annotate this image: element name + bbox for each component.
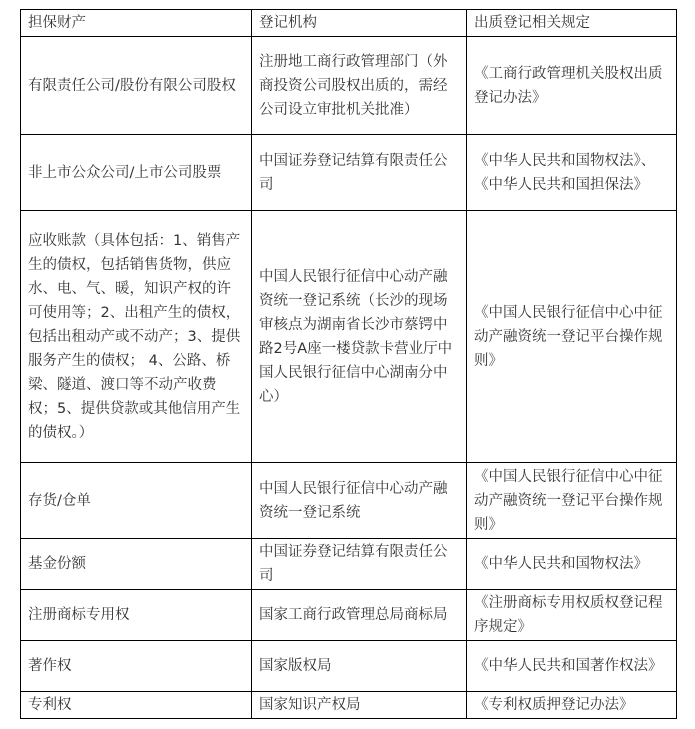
- table-row: [21, 135, 677, 211]
- table-row: [21, 641, 677, 692]
- regulation-cell: 《中华人民共和国物权法》: [467, 539, 677, 590]
- regulation-cell: 《中华人民共和国物权法》、《中华人民共和国担保法》: [467, 135, 677, 211]
- pledge-registration-table: [20, 9, 677, 719]
- asset-cell: 有限责任公司/股份有限公司股权: [21, 37, 252, 135]
- asset-cell: 应收账款（具体包括：1、销售产生的债权，包括销售货物，供应水、电、气、暖，知识产权的许可使用等；2、出租产生的债权，包括出租动产或不动产；3、提供服务产生的债权； 4、公路、桥梁、隧道、渡口等不动产收费权；5、提供贷款或其他信用产生的债权。）: [21, 211, 252, 463]
- regulation-cell: 《中华人民共和国著作权法》: [467, 641, 677, 692]
- agency-cell: 国家版权局: [252, 641, 467, 692]
- asset-cell: 非上市公众公司/上市公司股票: [21, 135, 252, 211]
- agency-cell: 中国人民银行征信中心动产融资统一登记系统（长沙的现场审核点为湖南省长沙市蔡锷中路2号A座一楼贷款卡营业厅中国人民银行征信中心湖南分中心）: [252, 211, 467, 463]
- table-row: [21, 692, 677, 719]
- header-agency: 登记机构: [252, 10, 467, 37]
- agency-cell: 国家工商行政管理总局商标局: [252, 590, 467, 641]
- regulation-cell: 《注册商标专用权质权登记程序规定》: [467, 590, 677, 641]
- regulation-cell: 《工商行政管理机关股权出质登记办法》: [467, 37, 677, 135]
- regulation-cell: 《中国人民银行征信中心中征动产融资统一登记平台操作规则》: [467, 463, 677, 539]
- table-header-row: [21, 10, 677, 37]
- header-asset: 担保财产: [21, 10, 252, 37]
- table-row: [21, 463, 677, 539]
- regulation-cell: 《专利权质押登记办法》: [467, 692, 677, 719]
- agency-cell: 注册地工商行政管理部门（外商投资公司股权出质的，需经公司设立审批机关批准）: [252, 37, 467, 135]
- table-row: [21, 590, 677, 641]
- agency-cell: 中国人民银行征信中心动产融资统一登记系统: [252, 463, 467, 539]
- asset-cell: 专利权: [21, 692, 252, 719]
- asset-cell: 注册商标专用权: [21, 590, 252, 641]
- asset-cell: 著作权: [21, 641, 252, 692]
- table-row: [21, 211, 677, 463]
- agency-cell: 国家知识产权局: [252, 692, 467, 719]
- asset-cell: 存货/仓单: [21, 463, 252, 539]
- header-regulation: 出质登记相关规定: [467, 10, 677, 37]
- agency-cell: 中国证券登记结算有限责任公司: [252, 135, 467, 211]
- asset-cell: 基金份额: [21, 539, 252, 590]
- regulation-cell: 《中国人民银行征信中心中征动产融资统一登记平台操作规则》: [467, 211, 677, 463]
- table-row: [21, 37, 677, 135]
- table-row: [21, 539, 677, 590]
- agency-cell: 中国证券登记结算有限责任公司: [252, 539, 467, 590]
